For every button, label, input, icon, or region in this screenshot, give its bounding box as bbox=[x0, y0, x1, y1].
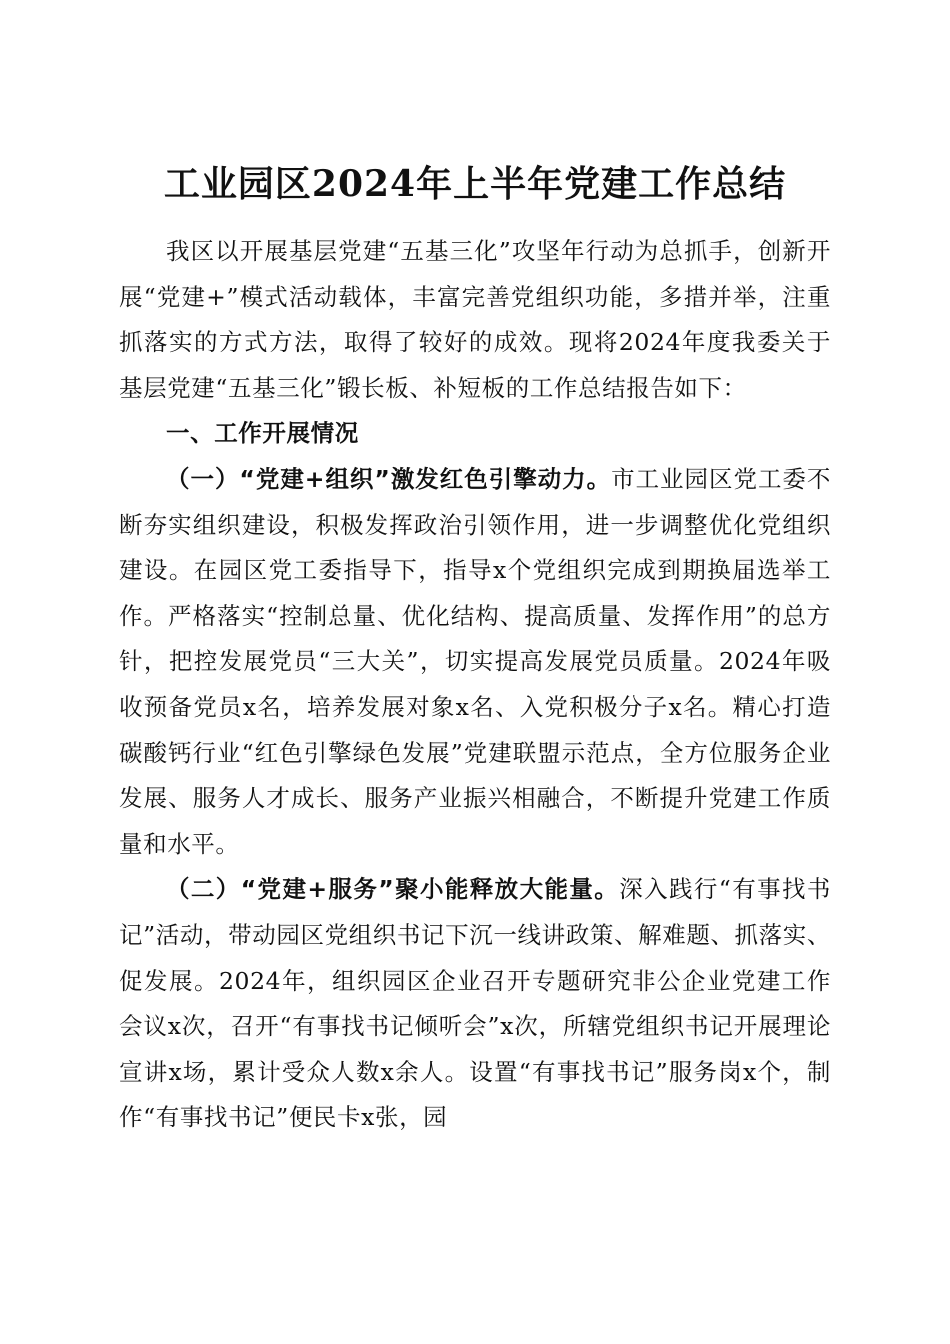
item-two-text: 深入践行“有事找书记”活动，带动园区党组织书记下沉一线讲政策、解难题、抓落实、促发展。2024年，组织园区企业召开专题研究非公企业党建工作会议x次，召开“有事找书记倾听会”x次，所辖党组织书记开展理论宣讲x场，累计受众人数x余人。设置“有事找书记”服务岗x个，制作“有事找书记”便民卡x张，园 bbox=[119, 875, 831, 1132]
section-heading: 一、工作开展情况 bbox=[166, 419, 359, 448]
item-one-text: 市工业园区党工委不断夯实组织建设，积极发挥政治引领作用，进一步调整优化党组织建设。在园区党工委指导下，指导x个党组织完成到期换届选举工作。严格落实“控制总量、优化结构、提高质量、发挥作用”的总方针，把控发展党员“三大关”，切实提高发展党员质量。2024年吸收预备党员x名，培养发展对象x名、入党积极分子x名。精心打造碳酸钙行业“红色引擎绿色发展”党建联盟示范点，全方位服务企业发展、服务人才成长、服务产业振兴相融合，不断提升党建工作质量和水平。 bbox=[119, 464, 831, 858]
item-two-lead: （二）“党建+服务”聚小能释放大能量。 bbox=[166, 875, 620, 904]
document-title: 工业园区2024年上半年党建工作总结 bbox=[163, 163, 787, 206]
item-one-lead: （一）“党建+组织”激发红色引擎动力。 bbox=[166, 464, 612, 493]
item-two-paragraph bbox=[119, 867, 831, 1141]
document-body bbox=[119, 229, 831, 1141]
intro-paragraph: 我区以开展基层党建“五基三化”攻坚年行动为总抓手，创新开展“党建+”模式活动载体，丰富完善党组织功能，多措并举，注重抓落实的方式方法，取得了较好的成效。现将2024年度我委关于基层党建“五基三化”锻长板、补短板的工作总结报告如下： bbox=[119, 237, 831, 402]
item-one-paragraph bbox=[119, 457, 831, 867]
